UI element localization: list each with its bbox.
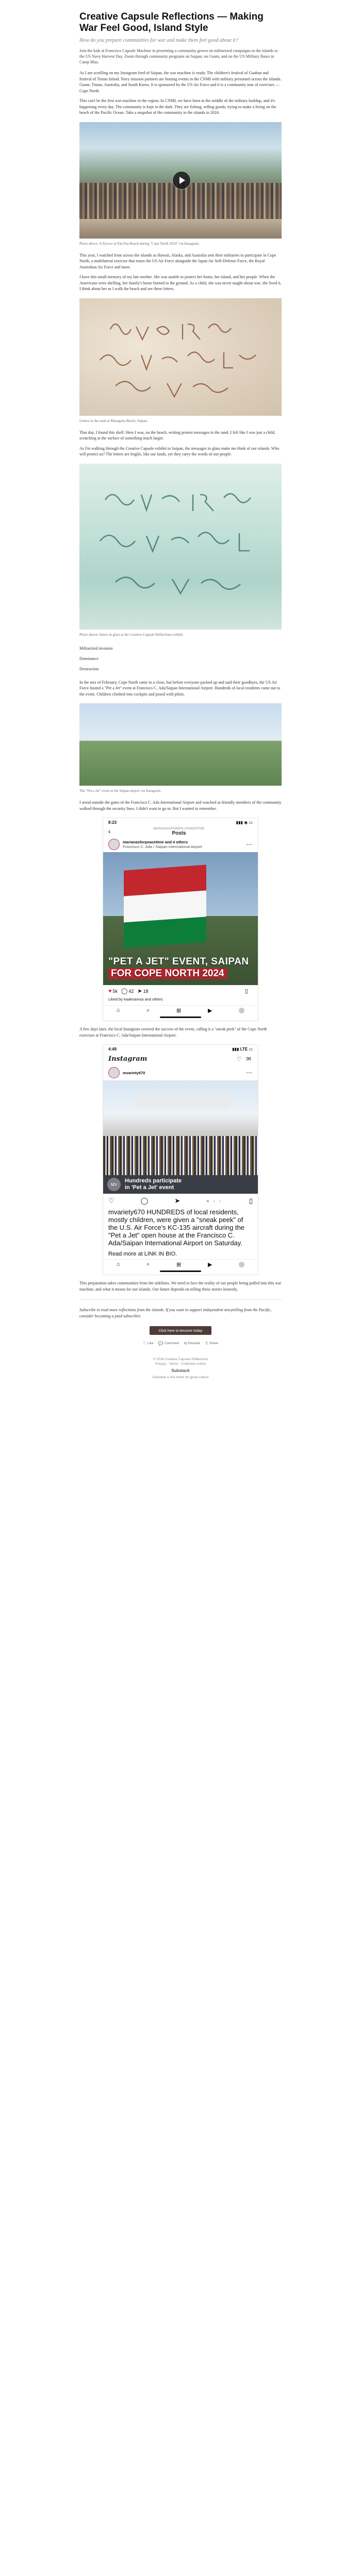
comment-icon: 💬 [158,1341,163,1346]
body-section-5 [79,800,282,811]
more-options-icon[interactable]: ⋯ [246,1069,253,1076]
ig-post-media[interactable] [103,1080,258,1175]
paragraph: As I am scrolling on my Instagram feed of Saipan, the war machine is ready. The children's festival of Guahan and festival of Tinian Island. Navy mission partners are hosting events in the CNMI with military personnel across the islands. Guam, Tinian, Australia, and South Korea. It is sponsored by the US Air Force and it is a community tour of exercises — Cope North. [79,71,282,93]
search-icon[interactable]: ⌕ [146,1007,150,1013]
comment-button[interactable] [121,988,134,994]
field-photo [79,703,282,786]
reaction-label: Share [209,1342,219,1345]
heart-icon: ♡ [142,1341,146,1346]
paragraph: In the mix of February, Cope North came to a close, but before everyone packed up and said their goodbyes, the US Air Force hosted a "Pet a Jet" event at Francisco C. Ada/Saipan International Airport. Hundreds of local residents came out to the event. Children climbed into cockpits and posed with pilots. [79,680,281,697]
ig-action-bar [103,1194,258,1208]
signal-icon: ▮▮▮ LTE ▭ [232,1046,253,1052]
paragraph: This preparation takes communities from the sidelines. We need to face the reality of our people being pulled into this war machine, and what it means for our islands. Our future depends on telling these stories honestly. [79,1281,282,1292]
label-list [79,643,282,674]
article-title: Creative Capsule Reflections — Making War Feel Good, Island Style [79,11,264,33]
body-section-4 [79,680,282,698]
paragraph: A few days later, the local Instagram covered the success of the event, calling it a "sneak peek" of the Cope North exercises at Francisco C. Ada/Saipan International Airport. [79,1027,267,1038]
notification-icons[interactable]: ♡ ✉ [236,1056,253,1062]
like-count: 5k [112,988,118,994]
more-options-icon[interactable]: ⋯ [246,841,253,848]
glass-letters-photo [79,464,282,630]
carousel-dots: ● ○ ○ [206,1198,223,1204]
reaction-label: Like [147,1342,154,1345]
restack-button[interactable] [184,1341,200,1346]
home-indicator [160,1016,201,1018]
ig-post-media[interactable] [103,852,258,985]
ig-action-bar [103,985,258,997]
ig-username[interactable]: mvariety670 [123,1070,145,1075]
page-footer [79,1357,282,1380]
crowd-image [103,1136,258,1175]
share-count: 18 [143,988,149,994]
label-item: Destruction [79,666,99,671]
label-item: Militarized invasion [79,646,113,651]
phone-status-bar [103,818,258,826]
share-icon: ➤ [137,988,142,994]
status-time: 8:23 [108,820,117,825]
paragraph: Subscribe to read more reflections from the islands. If you want to support independent storytelling from the Pacific, consider becoming a paid subscriber. [79,1308,272,1318]
phone-status-bar [103,1045,258,1053]
heart-icon[interactable]: ♡ [108,1197,114,1205]
reaction-label: Restack [188,1342,201,1345]
caption: Letters in the sand at Managaha Beach, Saipan. [79,418,148,423]
body-section-8 [79,1307,282,1319]
footer-links[interactable]: Privacy · Terms · Collection notice [155,1362,206,1366]
instagram-logo[interactable]: Instagram [108,1055,147,1063]
overlay-title: "PET A JET" EVENT, SAIPAN [108,956,249,967]
heart-icon: ♥ [108,988,112,994]
article-lede: Join the kids at Francisco Capsule Machine in presenting a community grown on militarized campaigns in the islands to the US Navy Harvest Day. Zoom through community programs on Saipan, on Guam, and on the US Military Bases in Camp Blaz. [79,48,278,64]
restack-icon: ⟲ [184,1341,187,1346]
read-more-text: Read more at LINK IN BIO. [108,1251,177,1257]
like-button[interactable] [143,1341,154,1346]
body-section-2 [79,252,282,292]
comment-count: 42 [128,988,134,994]
article-column [79,0,282,1380]
headline-subtitle: in 'Pet a Jet' event [125,1184,174,1191]
flag-image [124,865,206,947]
ig-bottom-nav [103,1259,258,1269]
caption: Photo above: letters in glass at the Creative Capsule Reflections exhibit. [79,632,184,637]
comment-icon[interactable]: ◯ [140,1197,149,1205]
glass-writing-image [79,464,282,630]
headline-title: Hundreds participate [125,1178,182,1184]
subscribe-button[interactable]: Click here to become today [150,1326,211,1335]
news-logo-icon: MV [107,1178,121,1191]
avatar[interactable] [108,1067,120,1078]
comment-button[interactable] [158,1341,179,1346]
bookmark-icon[interactable]: ▯ [249,1197,253,1205]
substack-logo[interactable]: Substack [171,1368,190,1373]
reaction-label: Comment [164,1342,179,1345]
video-player[interactable] [79,122,282,239]
reaction-bar [79,1341,282,1346]
back-arrow-icon[interactable]: ‹ [108,828,110,835]
article-subtitle: How do you prepare communities for war and make them feel good about it? [79,38,238,43]
body-section-1 [79,70,282,116]
like-button[interactable] [108,988,118,994]
profile-icon[interactable] [239,1262,244,1267]
headline-text [125,1178,182,1191]
home-icon[interactable]: ⌂ [116,1007,120,1013]
paragraph: This can't be the first war-machine in the region. In CNMI, we have been in the middle of the military buildup, and it's happening every day. The community is kept in the dark. They are fishing, selling goods, trying to make a living on the beach of the Pacific Ocean. Take a snapshot of the community in the islands in 2024. [79,98,276,115]
footer-tagline: Substack is the home for great culture [152,1376,209,1379]
ig-bottom-nav [103,1005,258,1015]
ig-overlay-text [108,957,249,979]
share-button[interactable] [137,988,148,994]
ig-top-bar [103,1053,258,1065]
headline-banner [103,1175,258,1194]
aircraft-image [134,1093,232,1108]
ig-location[interactable]: Francisco C. Ada / Saipan International Airport [123,844,202,849]
add-post-icon[interactable]: ⊞ [176,1261,182,1268]
ig-nav-subtitle: Posts [172,831,186,836]
ig-post-header [103,1065,258,1080]
ig-post-author [123,1071,246,1075]
ig-username[interactable]: marianasforpeacetime and 4 others [123,840,188,844]
paragraph: That day, I found this shell. Here I was, on the beach, writing protest messages in the sand. I felt like I was just a child, scratching at the surface of something much larger. [79,430,276,440]
comment-icon: ◯ [121,988,128,994]
avatar[interactable] [108,839,120,850]
ig-nav-title [114,827,243,836]
paragraph: I stood outside the gates of the Francisco C. Ada International Airport and watched as friendly members of the community walked through the security lines. I didn't want to go in. But I wanted to remember. [79,800,282,811]
instagram-embed-2 [103,1044,258,1275]
sand-writing-image [79,298,282,416]
add-post-icon[interactable]: ⊞ [176,1007,182,1014]
play-icon[interactable] [172,171,191,190]
paragraph: I have this small memory of my late mother. She was unable to protect her home, her island, and her people. When the Americans were shelling, her family's home burned to the ground. As a child, she was never taught about war; she lived it. I think about her as I walk the beach and see these letters. [79,275,282,291]
profile-icon[interactable] [239,1008,244,1013]
share-button[interactable] [205,1341,218,1346]
home-icon[interactable]: ⌂ [116,1261,120,1267]
reels-icon[interactable]: ▶ [207,1007,212,1014]
signal-icon: ▮▮▮ ◉ ▭ [236,820,253,825]
sand-letters-photo [79,298,282,416]
divider [79,1299,282,1300]
ig-read-more[interactable] [103,1249,258,1259]
search-icon[interactable]: ⌕ [146,1261,150,1267]
label-item: Dominance [79,656,99,661]
bookmark-button[interactable] [245,988,249,994]
overlay-subtitle: FOR COPE NORTH 2024 [108,968,227,979]
reels-icon[interactable]: ▶ [207,1261,212,1268]
caption: The "Pet a Jet" event at the Saipan airport via Instagram. [79,789,161,793]
home-indicator [160,1270,201,1272]
ig-nav-bar [103,826,258,837]
instagram-embed-1 [103,818,258,1021]
ig-post-header [103,837,258,852]
paragraph: This year, I watched from across the islands as Hawaii, Alaska, and Australia sent their militaries to participate in Cope North, a multilateral exercise that trains the US Air Force alongside the Japan Air Self-Defense Force, the Royal Australian Air Force and more. [79,252,276,269]
ig-nav-account: MARIANASFOREPLAYNIGHTINE [153,827,205,831]
share-icon[interactable]: ➤ [174,1197,180,1205]
body-section-6 [79,1026,282,1038]
caption: Photo above: A flyover at Pau Pau Beach during "Cope North 2024" via Instagram. [79,241,200,246]
ig-caption: Liked by kaaknamsa and others [108,997,163,1002]
paragraph: As I'm walking through the Creative Capsule exhibit in Saipan, the messages in glass make me think of our islands. Who will protect us? The letters are fragile, like our lands, yet they carry the words of our people. [79,446,280,456]
share-icon: ⇪ [205,1341,208,1346]
ig-caption: mvariety670 HUNDREDS of local residents, mostly children, were given a "sneak peek" of the U.S. Air Force's KC-135 aircraft during the "Pet a Jet" open house at the Francisco C. Ada/Saipan International Airport on Saturday. [108,1208,245,1247]
footer-copyright: © 2024 Creative Capsule Reflections [153,1358,208,1361]
bookmark-icon: ▯ [244,988,248,994]
body-section-7 [79,1280,282,1292]
body-section-3 [79,430,282,457]
status-time: 4:49 [108,1046,117,1052]
ig-post-author [123,840,246,849]
